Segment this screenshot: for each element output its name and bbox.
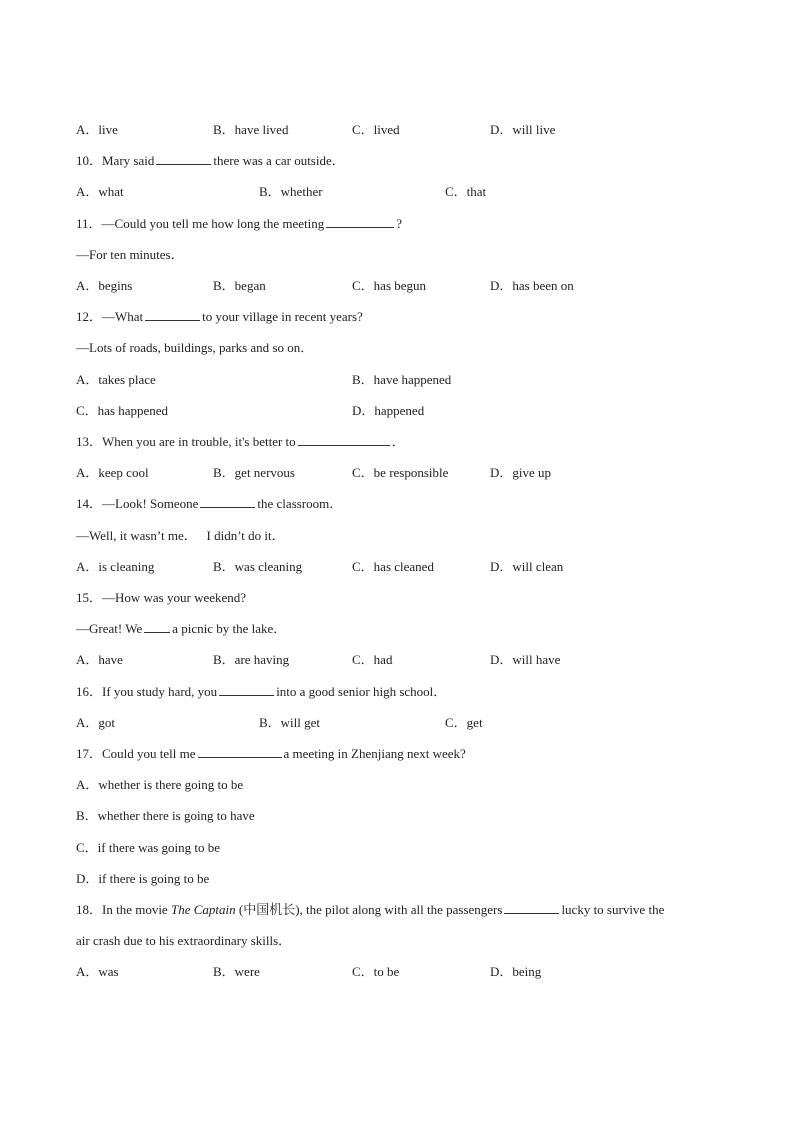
q9-option-d: D．will live [490,122,556,137]
q13-question [76,433,734,451]
q17-question [76,745,734,763]
q13-option-b: B．get nervous [213,465,295,480]
q12-option-d: D．happened [352,403,425,418]
q14-option-c: C．has cleaned [352,559,434,574]
q11-option-d: D．has been on [490,278,574,293]
q10-prefix: 10．Mary said [76,153,155,168]
q12-option-b: B．have happened [352,372,452,387]
q11-question [76,215,734,233]
q12-reply: —Lots of roads, buildings, parks and so on． [76,340,314,355]
q12-option-a: A．takes place [76,372,156,387]
q17-suffix: a meeting in Zhenjiang next week? [283,746,466,761]
answer-blank [200,495,255,508]
q12-suffix: to your village in recent years? [202,309,363,324]
q17-option-a: A．whether is there going to be [76,777,244,792]
q15-option-d: D．will have [490,652,561,667]
q17-option-b: B．whether there is going to have [76,808,255,823]
q11-suffix: ? [396,216,403,231]
answer-blank [298,433,390,446]
q12-question [76,308,734,326]
q17-option-c: C．if there was going to be [76,840,221,855]
q18-question [76,901,734,919]
q12-prefix: 12．—What [76,309,144,324]
answer-blank [326,215,394,228]
q10-suffix: there was a car outside． [213,153,345,168]
q11-prefix: 11．—Could you tell me how long the meeting [76,216,325,231]
q16-question [76,683,734,701]
q10-option-b: B．whether [259,184,323,199]
q11-option-b: B．began [213,278,266,293]
answer-blank [219,683,274,696]
q16-option-c: C．get [445,715,483,730]
answer-blank [156,152,211,165]
q10-option-c: C．that [445,184,487,199]
q14-option-b: B．was cleaning [213,559,303,574]
q16-option-a: A．got [76,715,116,730]
q13-suffix: ． [391,434,405,449]
q11-option-c: C．has begun [352,278,427,293]
q15-option-b: B．are having [213,652,290,667]
q18-prefix: 18．In the movie [76,902,168,917]
q18-option-c: C．to be [352,964,400,979]
q14-suffix: the classroom． [257,496,343,511]
q17-option-d: D．if there is going to be [76,871,210,886]
q13-option-c: C．be responsible [352,465,449,480]
q18-option-d: D．being [490,964,542,979]
q15-reply-prefix: —Great! We [76,621,143,636]
q15-reply-suffix: a picnic by the lake． [172,621,287,636]
q17-prefix: 17．Could you tell me [76,746,196,761]
answer-blank [145,308,200,321]
answer-blank [144,620,170,633]
q18-option-b: B．were [213,964,260,979]
q18-middle: (中国机长), the pilot along with all the passengers [238,902,503,917]
q15-option-a: A．have [76,652,123,667]
q14-reply: —Well, it wasn’t me． I didn’t do it． [76,528,285,543]
q16-option-b: B．will get [259,715,321,730]
q18-suffix: lucky to survive the [561,902,665,917]
q16-suffix: into a good senior high school． [276,684,447,699]
q11-option-a: A．begins [76,278,133,293]
q9-option-c: C．lived [352,122,400,137]
q10-question [76,152,734,170]
q9-option-a: A．live [76,122,118,137]
q10-option-a: A．what [76,184,124,199]
q14-question [76,495,734,513]
answer-blank [504,901,559,914]
q9-option-b: B．have lived [213,122,289,137]
q13-option-d: D．give up [490,465,552,480]
q11-reply: —For ten minutes． [76,247,184,262]
q14-prefix: 14．—Look! Someone [76,496,199,511]
q16-prefix: 16．If you study hard, you [76,684,218,699]
answer-blank [198,745,282,758]
q15-option-c: C．had [352,652,393,667]
q14-option-a: A．is cleaning [76,559,155,574]
q13-option-a: A．keep cool [76,465,149,480]
q14-option-d: D．will clean [490,559,564,574]
q15-reply [76,620,734,638]
q15-question: 15．—How was your weekend? [76,590,247,605]
q12-option-c: C．has happened [76,403,169,418]
q13-prefix: 13．When you are in trouble, it's better to [76,434,296,449]
q18-movie-title: The Captain [170,902,236,917]
q18-line2: air crash due to his extraordinary skills． [76,933,292,948]
q18-option-a: A．was [76,964,119,979]
